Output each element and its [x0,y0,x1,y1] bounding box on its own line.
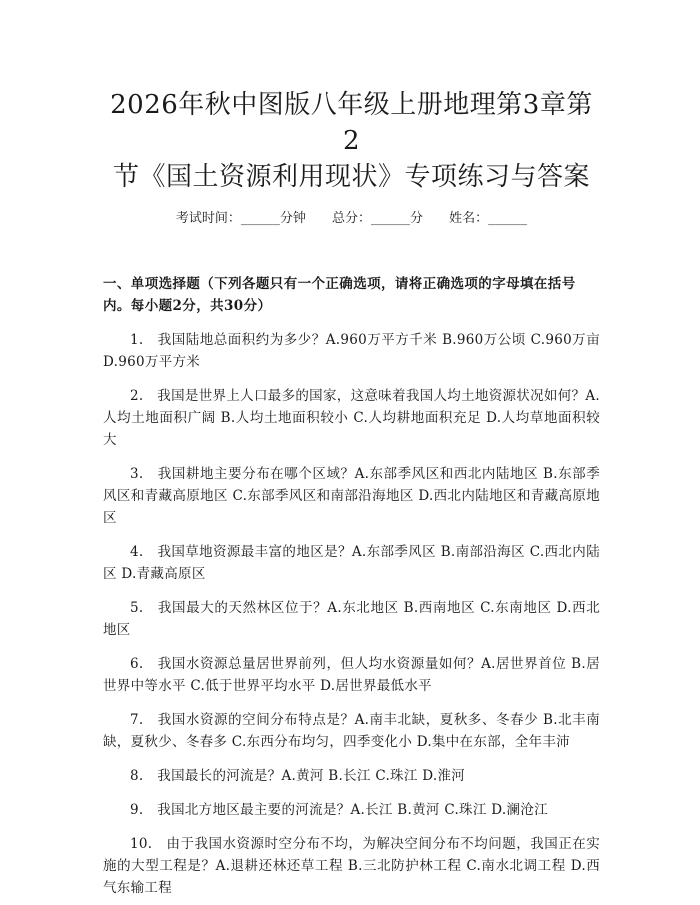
exam-meta [103,209,600,229]
student-name-field: 姓名：______ [449,211,528,226]
title-line-2: 节《国土资源利用现状》专项练习与答案 [112,162,590,192]
question-item: 8. 我国最长的河流是？A.黄河 B.长江 C.珠江 D.淮河 [130,768,466,784]
question-item: 3. 我国耕地主要分布在哪个区域？A.东部季风区和西北内陆地区 B.东部季风区和青藏高原地区 C.东部季风区和南部沿海地区 D.西北内陆地区和青藏高原地区 [103,466,600,526]
question-item: 6. 我国水资源总量居世界前列，但人均水资源量如何？A.居世界首位 B.居世界中等水平 C.低于世界平均水平 D.居世界最低水平 [103,656,600,694]
question-item: 7. 我国水资源的空间分布特点是？A.南丰北缺，夏秋多、冬春少 B.北丰南缺，夏秋少、冬春多 C.东西分布均匀，四季变化小 D.集中在东部，全年丰沛 [103,712,600,750]
exam-time-field: 考试时间：______分钟 [175,211,306,226]
question-item: 2. 我国是世界上人口最多的国家，这意味着我国人均土地资源状况如何？A.人均土地面积广阔 B.人均土地面积较小 C.人均耕地面积充足 D.人均草地面积较大 [103,388,600,448]
section-heading-single-choice: 一、单项选择题（下列各题只有一个正确选项，请将正确选项的字母填在括号内。每小题2分，共30分） [103,276,576,314]
question-item: 10. 由于我国水资源时空分布不均，为解决空间分布不均问题，我国正在实施的大型工程是？A.退耕还林还草工程 B.三北防护林工程 C.南水北调工程 D.西气东输工程 [103,836,600,896]
document-title [103,0,600,195]
question-item: 5. 我国最大的天然林区位于？A.东北地区 B.西南地区 C.东南地区 D.西北地区 [103,600,600,638]
title-line-1: 2026年秋中图版八年级上册地理第3章第2 [110,90,593,156]
question-item: 9. 我国北方地区最主要的河流是？A.长江 B.黄河 C.珠江 D.澜沧江 [130,802,548,818]
question-list [103,329,600,899]
total-score-field: 总分：______分 [331,211,423,226]
question-item: 1. 我国陆地总面积约为多少？A.960万平方千米 B.960万公顷 C.960万亩 D.960万平方米 [103,332,600,370]
question-item: 4. 我国草地资源最丰富的地区是？A.东部季风区 B.南部沿海区 C.西北内陆区 D.青藏高原区 [103,544,600,582]
